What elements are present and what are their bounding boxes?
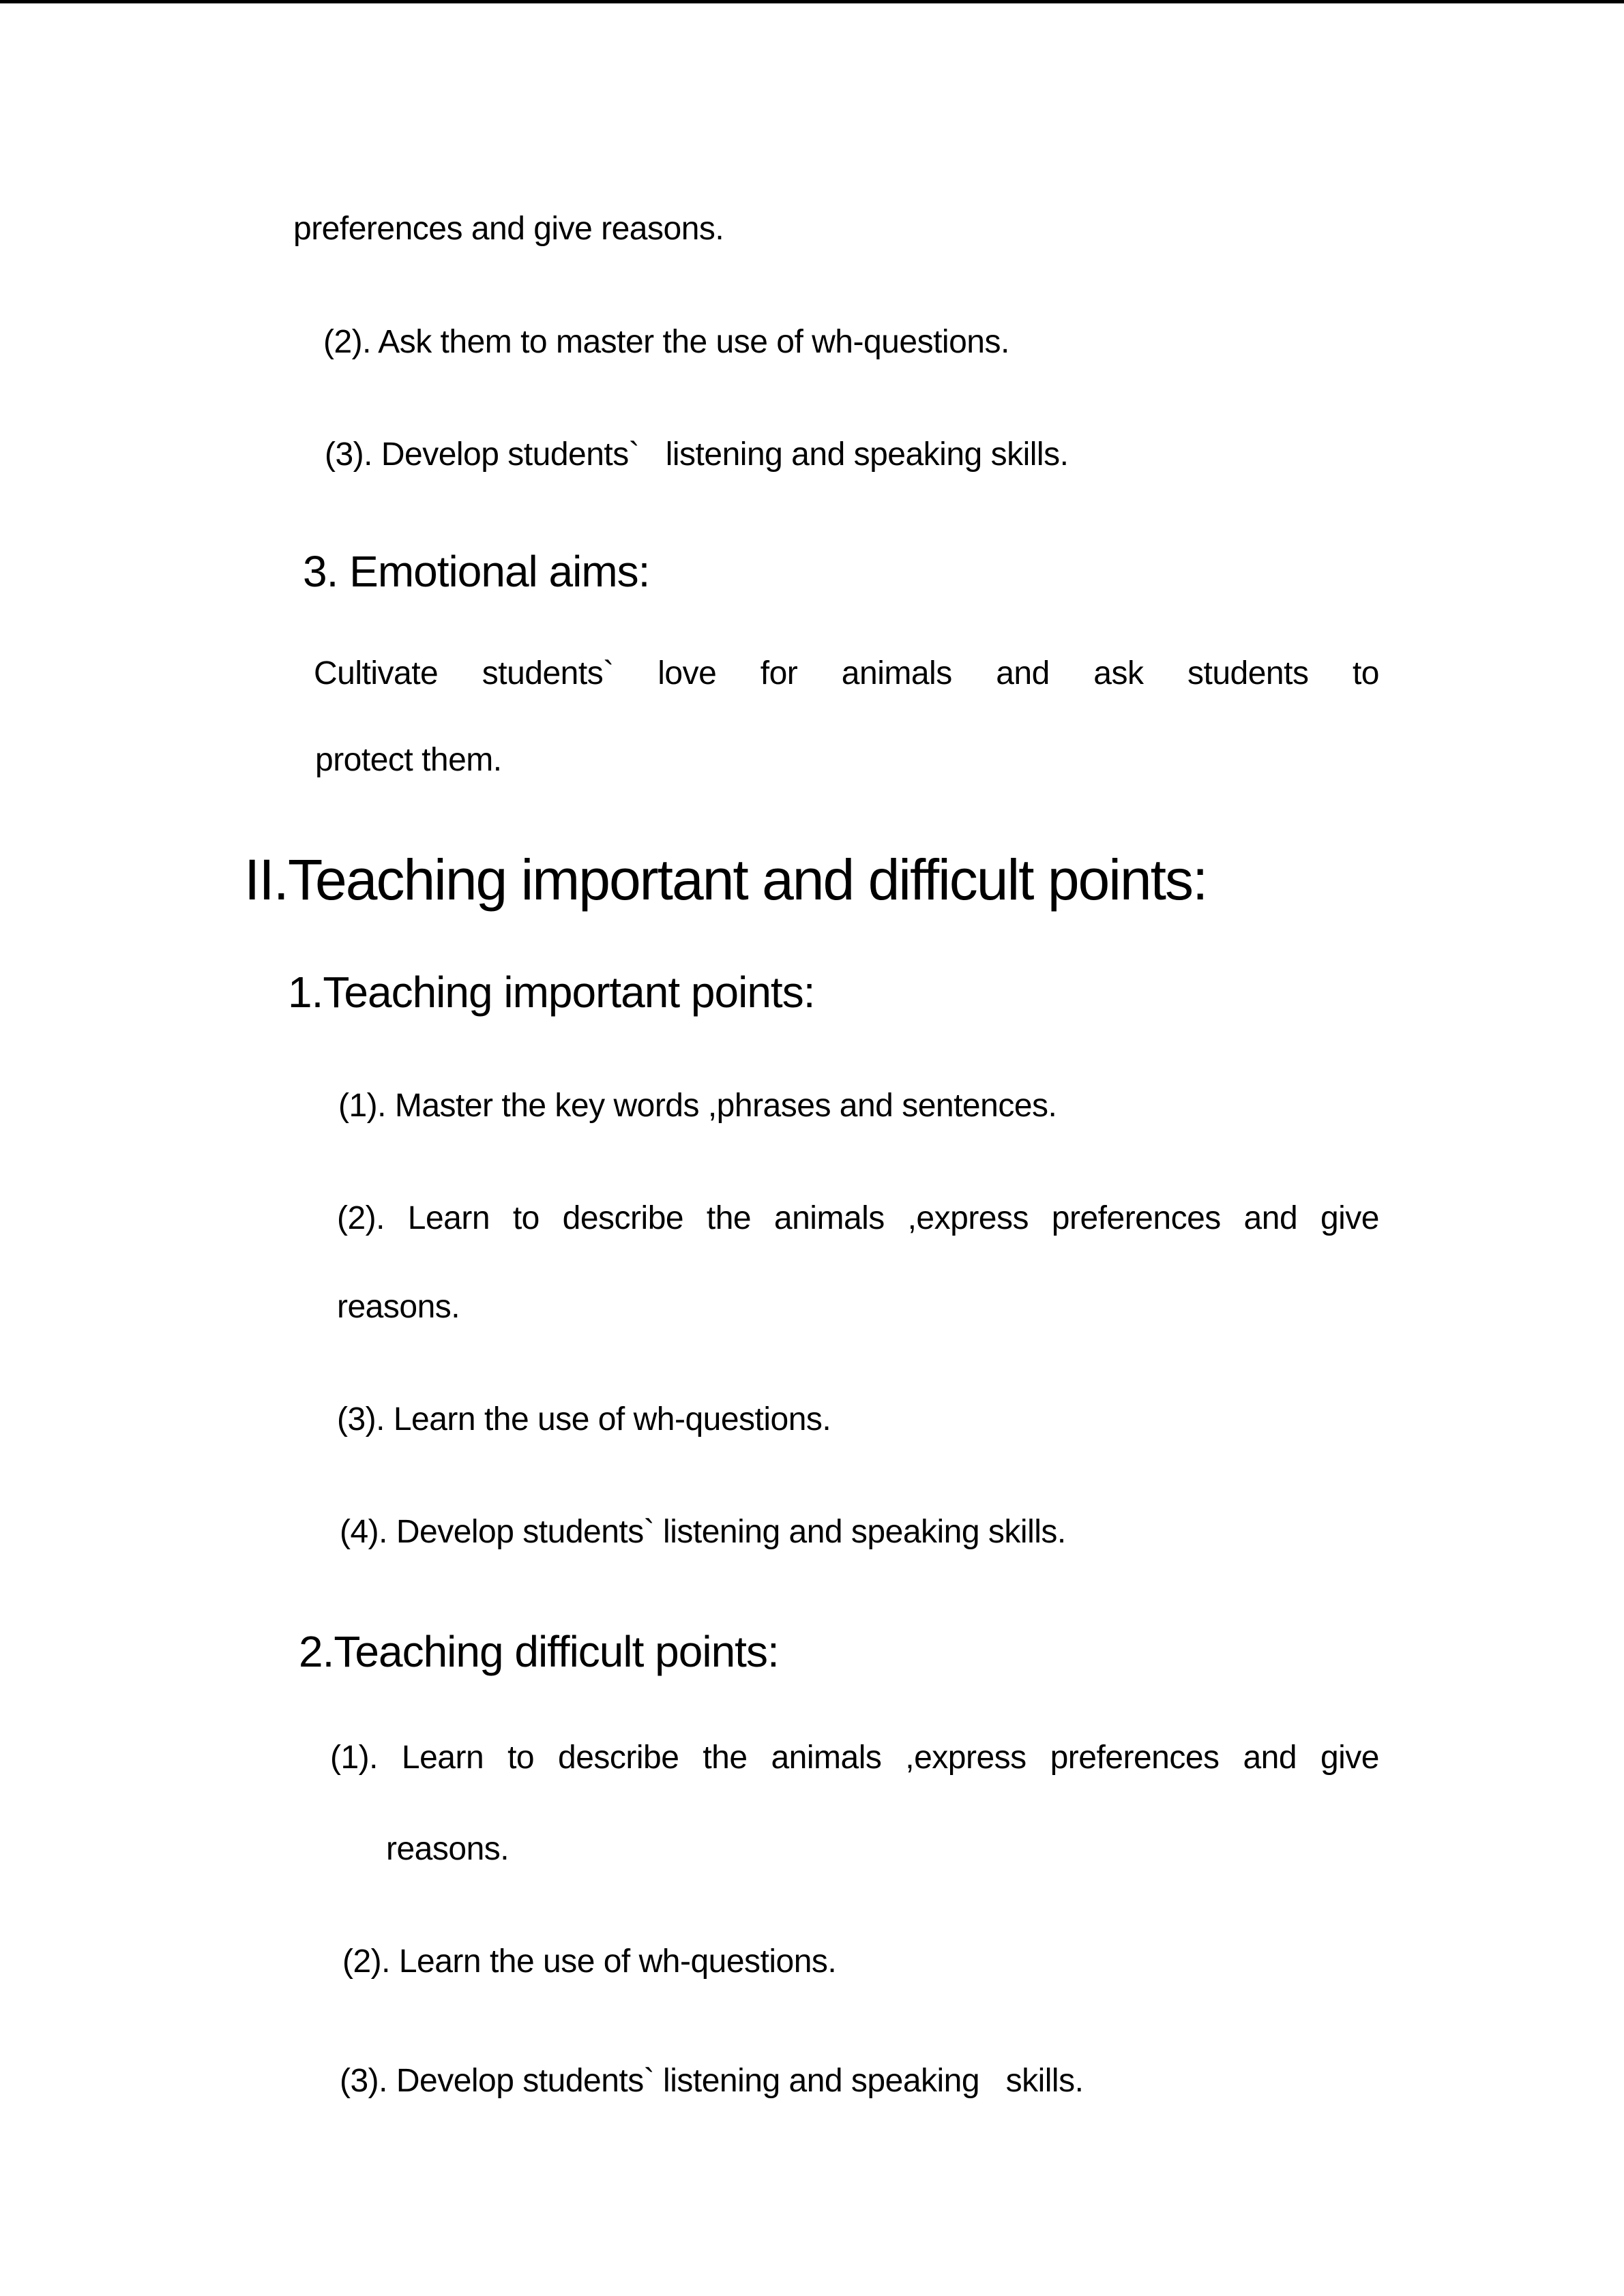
list-item-develop-skills-4: (4). Develop students` listening and speaking skills. — [340, 1514, 1066, 1550]
heading-teaching-important-points: 1.Teaching important points: — [288, 968, 815, 1017]
list-item-learn-to-describe: (2). Learn to describe the animals ,express preferences and give — [337, 1200, 1379, 1236]
heading-teaching-important-difficult-points: II.Teaching important and difficult points: — [244, 848, 1207, 912]
body-line-protect-them: protect them. — [315, 742, 502, 778]
list-item-master-key-words: (1). Master the key words ,phrases and sentences. — [338, 1088, 1057, 1124]
heading-emotional-aims: 3. Emotional aims: — [303, 547, 650, 596]
body-line-preferences: preferences and give reasons. — [293, 211, 724, 247]
list-item-ask-them: (2). Ask them to master the use of wh-questions. — [323, 324, 1009, 360]
list-item-reasons-continuation: reasons. — [337, 1289, 460, 1325]
page-top-border — [0, 0, 1624, 3]
list-item-develop-skills: (3). Develop students` listening and speaking skills. — [325, 436, 1069, 473]
list-item-develop-skills-3: (3). Develop students` listening and speaking skills. — [340, 2063, 1084, 2099]
list-item-learn-wh-questions: (3). Learn the use of wh-questions. — [337, 1401, 831, 1437]
list-item-learn-wh-questions-2: (2). Learn the use of wh-questions. — [342, 1943, 837, 1980]
list-item-reasons-continuation-2: reasons. — [386, 1831, 510, 1867]
list-item-learn-to-describe-2: (1). Learn to describe the animals ,express preferences and give — [330, 1740, 1379, 1776]
heading-teaching-difficult-points: 2.Teaching difficult points: — [299, 1627, 779, 1676]
body-line-cultivate: Cultivate students` love for animals and ask students to — [314, 655, 1379, 691]
